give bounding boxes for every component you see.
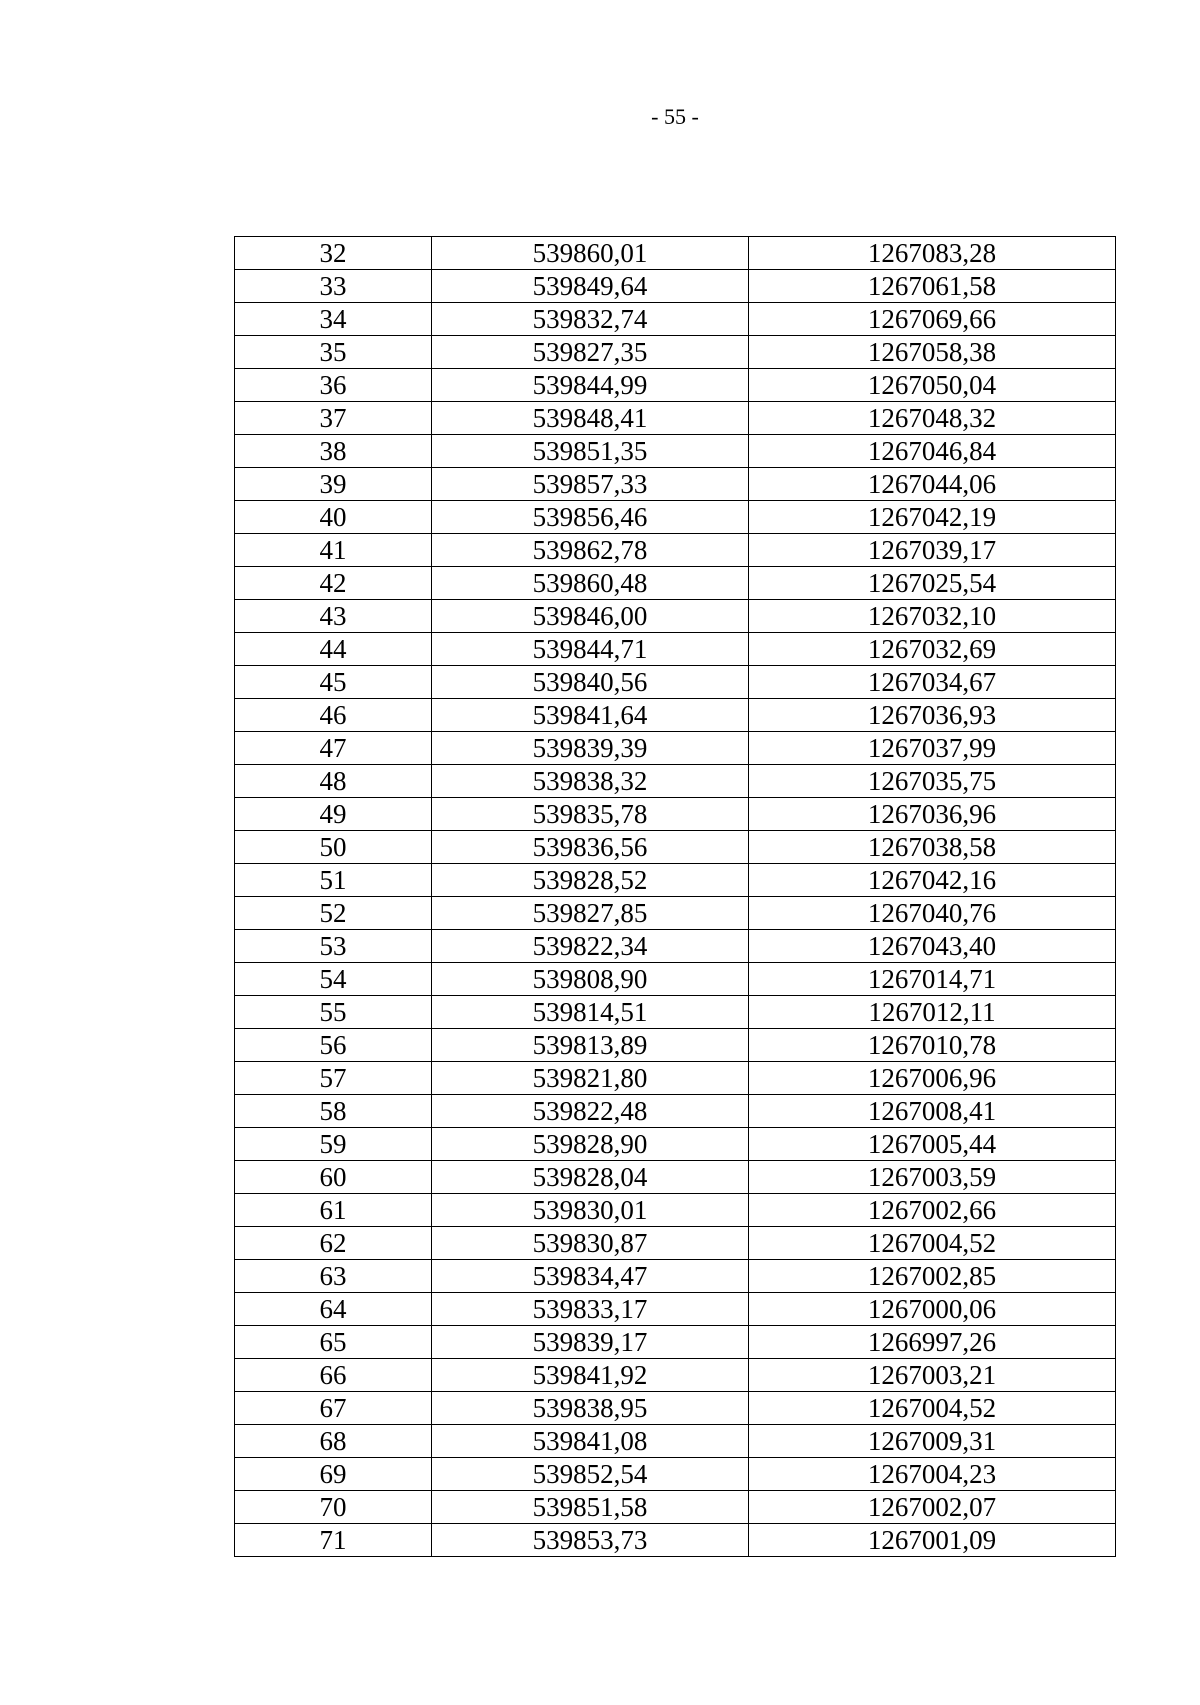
point-number-cell: 44 bbox=[235, 633, 432, 666]
y-coordinate-cell: 1267043,40 bbox=[749, 930, 1116, 963]
y-coordinate-cell: 1267050,04 bbox=[749, 369, 1116, 402]
table-row bbox=[235, 897, 1116, 930]
point-number-cell: 69 bbox=[235, 1458, 432, 1491]
point-number-cell: 42 bbox=[235, 567, 432, 600]
y-coordinate-cell: 1267036,96 bbox=[749, 798, 1116, 831]
x-coordinate-cell: 539822,34 bbox=[432, 930, 749, 963]
point-number-cell: 36 bbox=[235, 369, 432, 402]
x-coordinate-cell: 539813,89 bbox=[432, 1029, 749, 1062]
x-coordinate-cell: 539838,32 bbox=[432, 765, 749, 798]
point-number-cell: 38 bbox=[235, 435, 432, 468]
y-coordinate-cell: 1267005,44 bbox=[749, 1128, 1116, 1161]
table-row bbox=[235, 567, 1116, 600]
y-coordinate-cell: 1266997,26 bbox=[749, 1326, 1116, 1359]
x-coordinate-cell: 539832,74 bbox=[432, 303, 749, 336]
y-coordinate-cell: 1267046,84 bbox=[749, 435, 1116, 468]
table-row bbox=[235, 1359, 1116, 1392]
y-coordinate-cell: 1267032,10 bbox=[749, 600, 1116, 633]
x-coordinate-cell: 539830,87 bbox=[432, 1227, 749, 1260]
x-coordinate-cell: 539834,47 bbox=[432, 1260, 749, 1293]
x-coordinate-cell: 539848,41 bbox=[432, 402, 749, 435]
x-coordinate-cell: 539851,35 bbox=[432, 435, 749, 468]
x-coordinate-cell: 539836,56 bbox=[432, 831, 749, 864]
point-number-cell: 52 bbox=[235, 897, 432, 930]
point-number-cell: 71 bbox=[235, 1524, 432, 1557]
point-number-cell: 57 bbox=[235, 1062, 432, 1095]
x-coordinate-cell: 539822,48 bbox=[432, 1095, 749, 1128]
y-coordinate-cell: 1267048,32 bbox=[749, 402, 1116, 435]
x-coordinate-cell: 539827,35 bbox=[432, 336, 749, 369]
point-number-cell: 65 bbox=[235, 1326, 432, 1359]
point-number-cell: 43 bbox=[235, 600, 432, 633]
x-coordinate-cell: 539830,01 bbox=[432, 1194, 749, 1227]
y-coordinate-cell: 1267004,52 bbox=[749, 1392, 1116, 1425]
point-number-cell: 70 bbox=[235, 1491, 432, 1524]
point-number-cell: 34 bbox=[235, 303, 432, 336]
x-coordinate-cell: 539808,90 bbox=[432, 963, 749, 996]
point-number-cell: 62 bbox=[235, 1227, 432, 1260]
y-coordinate-cell: 1267040,76 bbox=[749, 897, 1116, 930]
y-coordinate-cell: 1267008,41 bbox=[749, 1095, 1116, 1128]
point-number-cell: 68 bbox=[235, 1425, 432, 1458]
point-number-cell: 58 bbox=[235, 1095, 432, 1128]
x-coordinate-cell: 539853,73 bbox=[432, 1524, 749, 1557]
point-number-cell: 48 bbox=[235, 765, 432, 798]
table-row bbox=[235, 864, 1116, 897]
point-number-cell: 61 bbox=[235, 1194, 432, 1227]
x-coordinate-cell: 539814,51 bbox=[432, 996, 749, 1029]
point-number-cell: 47 bbox=[235, 732, 432, 765]
x-coordinate-cell: 539841,64 bbox=[432, 699, 749, 732]
x-coordinate-cell: 539860,01 bbox=[432, 237, 749, 270]
x-coordinate-cell: 539841,08 bbox=[432, 1425, 749, 1458]
y-coordinate-cell: 1267002,85 bbox=[749, 1260, 1116, 1293]
y-coordinate-cell: 1267004,52 bbox=[749, 1227, 1116, 1260]
table-row bbox=[235, 732, 1116, 765]
x-coordinate-cell: 539860,48 bbox=[432, 567, 749, 600]
point-number-cell: 33 bbox=[235, 270, 432, 303]
table-row bbox=[235, 435, 1116, 468]
x-coordinate-cell: 539849,64 bbox=[432, 270, 749, 303]
table-row bbox=[235, 1524, 1116, 1557]
x-coordinate-cell: 539828,90 bbox=[432, 1128, 749, 1161]
point-number-cell: 40 bbox=[235, 501, 432, 534]
x-coordinate-cell: 539857,33 bbox=[432, 468, 749, 501]
x-coordinate-cell: 539856,46 bbox=[432, 501, 749, 534]
table-row bbox=[235, 1458, 1116, 1491]
point-number-cell: 39 bbox=[235, 468, 432, 501]
y-coordinate-cell: 1267038,58 bbox=[749, 831, 1116, 864]
point-number-cell: 35 bbox=[235, 336, 432, 369]
table-row bbox=[235, 336, 1116, 369]
x-coordinate-cell: 539821,80 bbox=[432, 1062, 749, 1095]
table-row bbox=[235, 600, 1116, 633]
x-coordinate-cell: 539840,56 bbox=[432, 666, 749, 699]
y-coordinate-cell: 1267042,19 bbox=[749, 501, 1116, 534]
x-coordinate-cell: 539828,04 bbox=[432, 1161, 749, 1194]
point-number-cell: 50 bbox=[235, 831, 432, 864]
point-number-cell: 60 bbox=[235, 1161, 432, 1194]
point-number-cell: 64 bbox=[235, 1293, 432, 1326]
x-coordinate-cell: 539841,92 bbox=[432, 1359, 749, 1392]
table-row bbox=[235, 1392, 1116, 1425]
table-row bbox=[235, 501, 1116, 534]
table-row bbox=[235, 831, 1116, 864]
y-coordinate-cell: 1267004,23 bbox=[749, 1458, 1116, 1491]
y-coordinate-cell: 1267000,06 bbox=[749, 1293, 1116, 1326]
x-coordinate-cell: 539835,78 bbox=[432, 798, 749, 831]
x-coordinate-cell: 539839,17 bbox=[432, 1326, 749, 1359]
table-row bbox=[235, 1161, 1116, 1194]
point-number-cell: 32 bbox=[235, 237, 432, 270]
point-number-cell: 59 bbox=[235, 1128, 432, 1161]
table-row bbox=[235, 930, 1116, 963]
y-coordinate-cell: 1267006,96 bbox=[749, 1062, 1116, 1095]
x-coordinate-cell: 539838,95 bbox=[432, 1392, 749, 1425]
table-row bbox=[235, 633, 1116, 666]
x-coordinate-cell: 539862,78 bbox=[432, 534, 749, 567]
point-number-cell: 51 bbox=[235, 864, 432, 897]
y-coordinate-cell: 1267003,59 bbox=[749, 1161, 1116, 1194]
y-coordinate-cell: 1267009,31 bbox=[749, 1425, 1116, 1458]
table-row bbox=[235, 1326, 1116, 1359]
x-coordinate-cell: 539852,54 bbox=[432, 1458, 749, 1491]
table-row bbox=[235, 1095, 1116, 1128]
table-row bbox=[235, 303, 1116, 336]
point-number-cell: 56 bbox=[235, 1029, 432, 1062]
table-row bbox=[235, 534, 1116, 567]
y-coordinate-cell: 1267001,09 bbox=[749, 1524, 1116, 1557]
coordinates-table bbox=[234, 236, 1116, 1557]
table-row bbox=[235, 402, 1116, 435]
x-coordinate-cell: 539827,85 bbox=[432, 897, 749, 930]
x-coordinate-cell: 539844,99 bbox=[432, 369, 749, 402]
coordinates-table-body bbox=[235, 237, 1116, 1557]
y-coordinate-cell: 1267069,66 bbox=[749, 303, 1116, 336]
table-row bbox=[235, 1062, 1116, 1095]
y-coordinate-cell: 1267042,16 bbox=[749, 864, 1116, 897]
y-coordinate-cell: 1267025,54 bbox=[749, 567, 1116, 600]
y-coordinate-cell: 1267010,78 bbox=[749, 1029, 1116, 1062]
point-number-cell: 49 bbox=[235, 798, 432, 831]
point-number-cell: 55 bbox=[235, 996, 432, 1029]
table-row bbox=[235, 1227, 1116, 1260]
point-number-cell: 54 bbox=[235, 963, 432, 996]
x-coordinate-cell: 539839,39 bbox=[432, 732, 749, 765]
y-coordinate-cell: 1267035,75 bbox=[749, 765, 1116, 798]
y-coordinate-cell: 1267002,66 bbox=[749, 1194, 1116, 1227]
point-number-cell: 66 bbox=[235, 1359, 432, 1392]
y-coordinate-cell: 1267039,17 bbox=[749, 534, 1116, 567]
y-coordinate-cell: 1267036,93 bbox=[749, 699, 1116, 732]
table-row bbox=[235, 237, 1116, 270]
table-row bbox=[235, 468, 1116, 501]
x-coordinate-cell: 539828,52 bbox=[432, 864, 749, 897]
table-row bbox=[235, 765, 1116, 798]
y-coordinate-cell: 1267012,11 bbox=[749, 996, 1116, 1029]
table-row bbox=[235, 270, 1116, 303]
y-coordinate-cell: 1267014,71 bbox=[749, 963, 1116, 996]
y-coordinate-cell: 1267003,21 bbox=[749, 1359, 1116, 1392]
y-coordinate-cell: 1267061,58 bbox=[749, 270, 1116, 303]
x-coordinate-cell: 539844,71 bbox=[432, 633, 749, 666]
table-row bbox=[235, 963, 1116, 996]
table-row bbox=[235, 699, 1116, 732]
table-row bbox=[235, 1194, 1116, 1227]
point-number-cell: 46 bbox=[235, 699, 432, 732]
table-row bbox=[235, 1293, 1116, 1326]
point-number-cell: 37 bbox=[235, 402, 432, 435]
page-number: - 55 - bbox=[651, 104, 699, 129]
point-number-cell: 63 bbox=[235, 1260, 432, 1293]
table-row bbox=[235, 996, 1116, 1029]
x-coordinate-cell: 539851,58 bbox=[432, 1491, 749, 1524]
table-row bbox=[235, 798, 1116, 831]
y-coordinate-cell: 1267032,69 bbox=[749, 633, 1116, 666]
table-row bbox=[235, 1029, 1116, 1062]
point-number-cell: 41 bbox=[235, 534, 432, 567]
y-coordinate-cell: 1267037,99 bbox=[749, 732, 1116, 765]
table-row bbox=[235, 1128, 1116, 1161]
table-row bbox=[235, 1425, 1116, 1458]
table-row bbox=[235, 1260, 1116, 1293]
table-row bbox=[235, 1491, 1116, 1524]
point-number-cell: 45 bbox=[235, 666, 432, 699]
table-row bbox=[235, 666, 1116, 699]
x-coordinate-cell: 539833,17 bbox=[432, 1293, 749, 1326]
point-number-cell: 53 bbox=[235, 930, 432, 963]
y-coordinate-cell: 1267058,38 bbox=[749, 336, 1116, 369]
x-coordinate-cell: 539846,00 bbox=[432, 600, 749, 633]
table-row bbox=[235, 369, 1116, 402]
y-coordinate-cell: 1267044,06 bbox=[749, 468, 1116, 501]
point-number-cell: 67 bbox=[235, 1392, 432, 1425]
y-coordinate-cell: 1267002,07 bbox=[749, 1491, 1116, 1524]
y-coordinate-cell: 1267083,28 bbox=[749, 237, 1116, 270]
y-coordinate-cell: 1267034,67 bbox=[749, 666, 1116, 699]
